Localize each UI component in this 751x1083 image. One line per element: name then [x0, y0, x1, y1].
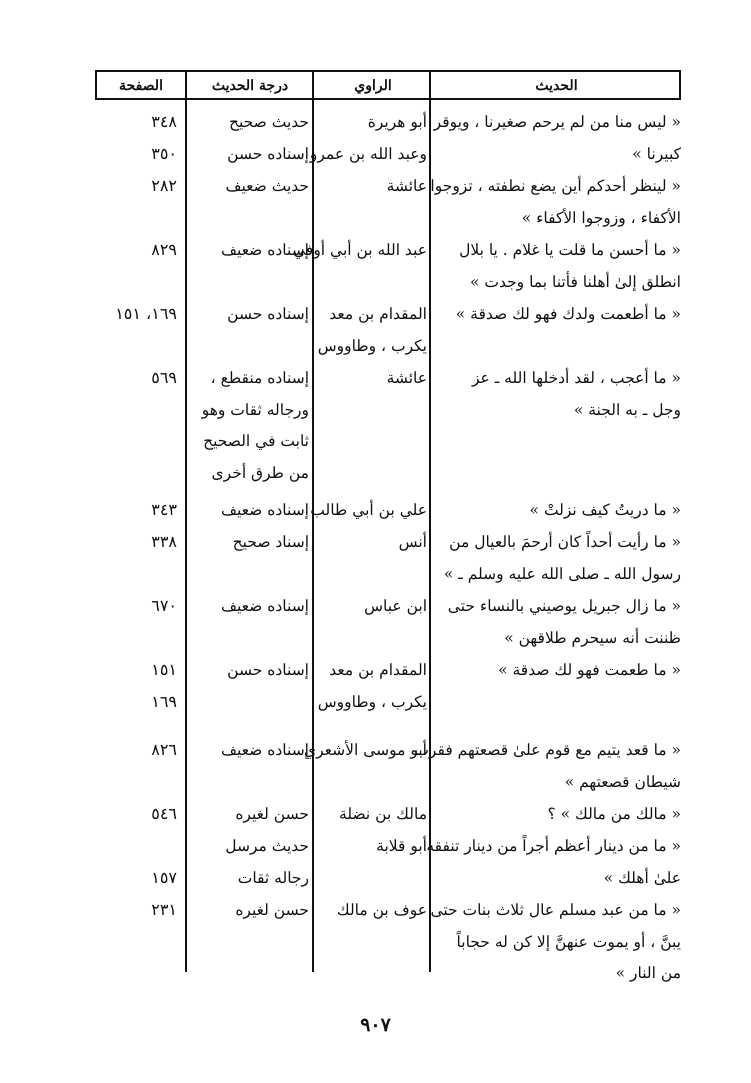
narrator-line: عوف بن مالك — [336, 901, 427, 919]
page-number-cell: ٢٨٢ — [151, 176, 177, 195]
grade-line: إسناده ضعيف — [220, 501, 309, 519]
hadith-line: « ما دريتُ كيف نزلتْ » — [529, 501, 681, 519]
grade-line: إسناده ضعيف — [220, 597, 309, 615]
hadith-line: الأكفاء ، وزوجوا الأكفاء » — [521, 208, 681, 227]
header-page: الصفحة — [119, 78, 163, 94]
page-number: ٩٠٧ — [360, 1014, 391, 1036]
grade-line: ثابت في الصحيح — [203, 432, 309, 451]
grade-line: حديث صحيح — [228, 113, 309, 131]
narrator-line: أبو قلابة — [376, 837, 427, 855]
grade-line: ورجاله ثقات وهو — [201, 400, 309, 419]
header-grade: درجة الحديث — [211, 78, 289, 94]
page-number-cell: ٦٧٠ — [151, 596, 177, 615]
hadith-line: « لينظر أحدكم أين يضع نطفته ، تزوجوا — [430, 177, 681, 195]
hadith-line: « ما من عبد مسلم عال ثلاث بنات حتى — [430, 901, 681, 919]
narrator-line: عائشة — [386, 369, 427, 387]
narrator-line: علي بن أبي طالب — [310, 501, 427, 519]
hadith-line: من النار » — [615, 964, 681, 983]
grade-line: حسن لغيره — [235, 805, 309, 823]
page-number-cell: ٣٥٠ — [151, 143, 177, 163]
narrator-line: ابن عباس — [364, 597, 427, 615]
hadith-line: « ما رأيت أحداً كان أرحمَ بالعيال من — [449, 533, 681, 551]
page-number-cell: ٣٣٨ — [151, 532, 177, 551]
grade-line: إسناد صحيح — [232, 533, 309, 551]
grade-line: إسناده حسن — [227, 144, 309, 163]
grade-line: إسناده منقطع ، — [210, 369, 309, 387]
grade-line: حسن لغيره — [235, 901, 309, 919]
hadith-line: « مالك من مالك » ؟ — [547, 805, 681, 823]
hadith-line: علىٰ أهلك » — [603, 868, 681, 887]
page-number-cell: ٣٤٨ — [151, 112, 177, 131]
hadith-line: « ليس منا من لم يرحم صغيرنا ، ويوقر — [433, 113, 681, 131]
grade-line: إسناده ضعيف — [220, 241, 309, 259]
narrator-line: مالك بن نضلة — [339, 805, 427, 823]
narrator-line: يكرب ، وطاووس — [317, 692, 427, 711]
hadith-line: « ما أعجب ، لقد أدخلها الله ـ عز — [471, 369, 681, 387]
header-hadith: الحديث — [535, 78, 578, 94]
hadith-line: وجل ـ به الجنة » — [573, 400, 681, 419]
page-number-cell: ٣٤٣ — [151, 500, 177, 519]
hadith-line: « ما قعد يتيم مع قوم علىٰ قصعتهم فقرب — [414, 741, 681, 759]
page-number-cell: ٨٢٦ — [151, 740, 177, 759]
grade-line: حديث ضعيف — [225, 177, 309, 195]
page-number-cell: ١٥١ — [151, 660, 177, 679]
narrator-line: المقدام بن معد — [329, 305, 427, 323]
grade-line: إسناده حسن — [227, 661, 309, 679]
narrator-line: المقدام بن معد — [329, 661, 427, 679]
grade-line: حديث مرسل — [225, 837, 309, 855]
hadith-line: يبنَّ ، أو يموت عنهنَّ إلا كن له حجاباً — [456, 932, 681, 951]
hadith-line: « ما أطعمت ولدك فهو لك صدقة » — [455, 305, 681, 323]
page-number-cell: ١٦٩ — [151, 691, 177, 711]
narrator-line: يكرب ، وطاووس — [317, 336, 427, 355]
narrator-line: أبو هريرة — [367, 113, 427, 131]
narrator-line: أبو موسى الأشعري — [304, 741, 427, 759]
page-number-cell: ١٥٧ — [151, 867, 177, 887]
hadith-line: « ما زال جبريل يوصيني بالنساء حتى — [447, 597, 681, 615]
hadith-line: « ما طعمت فهو لك صدقة » — [498, 661, 681, 679]
hadith-line: « ما من دينار أعظم أجراً من دينار تنفقه — [426, 837, 681, 855]
page-number-cell: ٨٢٩ — [151, 240, 177, 259]
hadith-line: شيطان قصعتهم » — [564, 772, 681, 791]
grade-line: إسناده حسن — [227, 305, 309, 323]
narrator-line: عبد الله بن أبي أوفي — [292, 241, 427, 259]
narrator-line: عائشة — [386, 177, 427, 195]
hadith-line: رسول الله ـ صلى الله عليه وسلم ـ » — [443, 564, 681, 583]
grade-line: من طرق أخرى — [211, 464, 309, 483]
narrator-line: أنس — [398, 533, 427, 551]
hadith-line: ظننت أنه سيحرم طلاقهن » — [504, 628, 681, 647]
page-number-cell: ٥٦٩ — [151, 368, 177, 387]
narrator-line: وعبد الله بن عمرو — [309, 144, 427, 163]
hadith-line: « ما أحسن ما قلت يا غلام . يا بلال — [459, 241, 681, 259]
hadith-line: كبيرنا » — [632, 144, 681, 163]
page-number-cell: ٥٤٦ — [151, 804, 177, 823]
hadith-line: انطلق إلىٰ أهلنا فأتنا بما وجدت » — [469, 272, 681, 291]
grade-line: رجاله ثقات — [237, 868, 309, 887]
page-number-cell: ٢٣١ — [151, 900, 177, 919]
header-narrator: الراوي — [354, 78, 392, 94]
grade-line: إسناده ضعيف — [220, 741, 309, 759]
page-number-cell: ١٦٩، ١٥١ — [115, 304, 177, 323]
